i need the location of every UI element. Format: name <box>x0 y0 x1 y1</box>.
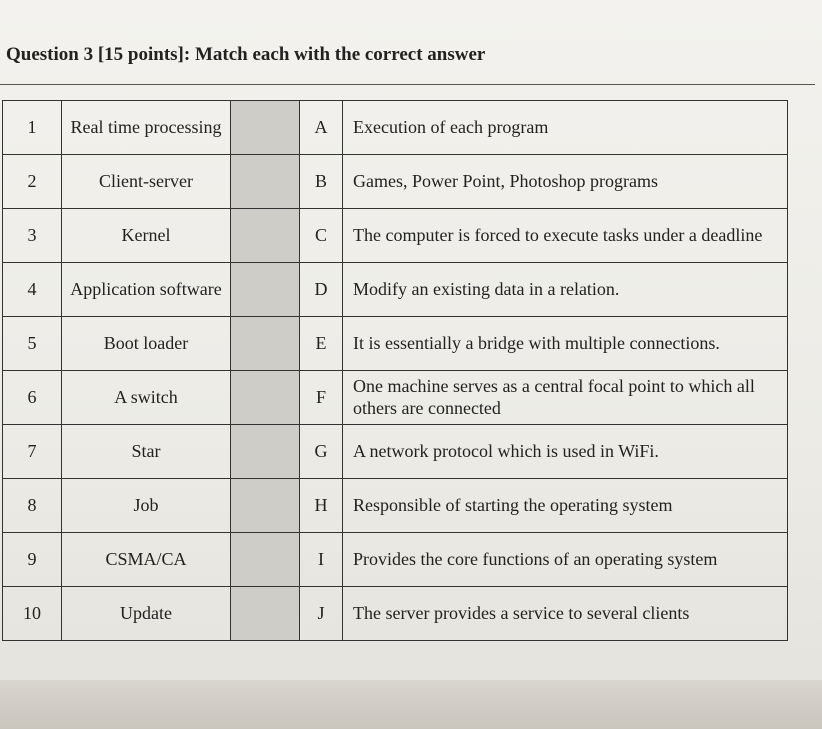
table-row <box>3 101 788 155</box>
term-cell: Boot loader <box>62 317 231 371</box>
answer-blank-cell[interactable] <box>231 371 300 425</box>
option-letter: F <box>300 371 343 425</box>
row-number: 2 <box>3 155 62 209</box>
option-text: It is essentially a bridge with multiple connections. <box>343 317 788 371</box>
term-cell: Application software <box>62 263 231 317</box>
table-row <box>3 209 788 263</box>
term-cell: Real time processing <box>62 101 231 155</box>
answer-blank-cell[interactable] <box>231 155 300 209</box>
term-cell: Client-server <box>62 155 231 209</box>
row-number: 1 <box>3 101 62 155</box>
answer-blank-cell[interactable] <box>231 587 300 641</box>
matching-table <box>2 100 788 641</box>
table-row <box>3 587 788 641</box>
term-cell: CSMA/CA <box>62 533 231 587</box>
option-letter: C <box>300 209 343 263</box>
option-letter: E <box>300 317 343 371</box>
row-number: 10 <box>3 587 62 641</box>
answer-blank-cell[interactable] <box>231 425 300 479</box>
table-row <box>3 317 788 371</box>
term-cell: A switch <box>62 371 231 425</box>
table-row <box>3 425 788 479</box>
row-number: 5 <box>3 317 62 371</box>
option-text: One machine serves as a central focal point to which all others are connected <box>343 371 788 425</box>
row-number: 3 <box>3 209 62 263</box>
table-row <box>3 479 788 533</box>
table-row <box>3 371 788 425</box>
option-letter: G <box>300 425 343 479</box>
option-text: Execution of each program <box>343 101 788 155</box>
option-text: Modify an existing data in a relation. <box>343 263 788 317</box>
option-letter: D <box>300 263 343 317</box>
answer-blank-cell[interactable] <box>231 263 300 317</box>
option-text: Provides the core functions of an operating system <box>343 533 788 587</box>
answer-blank-cell[interactable] <box>231 479 300 533</box>
option-text: Responsible of starting the operating system <box>343 479 788 533</box>
term-cell: Update <box>62 587 231 641</box>
row-number: 8 <box>3 479 62 533</box>
row-number: 9 <box>3 533 62 587</box>
option-text: A network protocol which is used in WiFi. <box>343 425 788 479</box>
row-number: 6 <box>3 371 62 425</box>
option-letter: B <box>300 155 343 209</box>
term-cell: Job <box>62 479 231 533</box>
term-cell: Kernel <box>62 209 231 263</box>
answer-blank-cell[interactable] <box>231 101 300 155</box>
table-row <box>3 533 788 587</box>
answer-blank-cell[interactable] <box>231 317 300 371</box>
option-letter: H <box>300 479 343 533</box>
background-shadow <box>0 680 822 729</box>
answer-blank-cell[interactable] <box>231 533 300 587</box>
option-text: The computer is forced to execute tasks under a deadline <box>343 209 788 263</box>
table-row <box>3 263 788 317</box>
option-letter: I <box>300 533 343 587</box>
question-title: Question 3 [15 points]: Match each with the correct answer <box>6 44 486 65</box>
option-text: Games, Power Point, Photoshop programs <box>343 155 788 209</box>
table-row <box>3 155 788 209</box>
option-letter: J <box>300 587 343 641</box>
option-letter: A <box>300 101 343 155</box>
option-text: The server provides a service to several clients <box>343 587 788 641</box>
row-number: 7 <box>3 425 62 479</box>
term-cell: Star <box>62 425 231 479</box>
answer-blank-cell[interactable] <box>231 209 300 263</box>
title-rule <box>0 84 815 85</box>
row-number: 4 <box>3 263 62 317</box>
